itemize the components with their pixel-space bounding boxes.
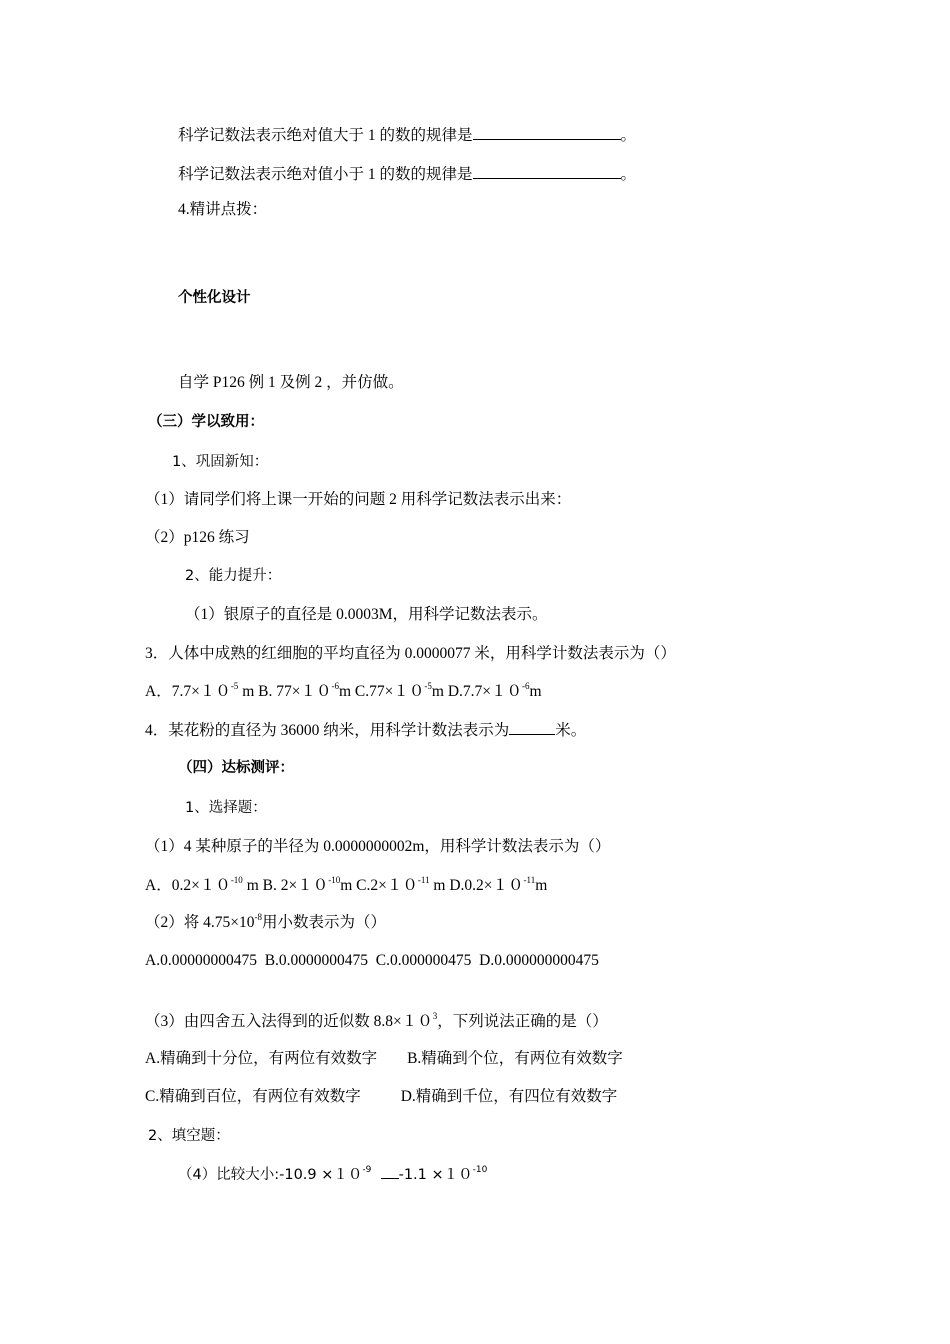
option-d[interactable]: D.0.000000000475 bbox=[479, 952, 599, 969]
silver-question: （1）银原子的直径是 0.0003M，用科学记数法表示。 bbox=[185, 606, 548, 623]
pollen-question: 4．某花粉的直径为 36000 纳米，用科学计数法表示为 米。 bbox=[145, 719, 586, 741]
self-study-text: 自学 P126 例 1 及例 2 ，并仿做。 bbox=[178, 374, 404, 391]
personal-design-heading: 个性化设计 bbox=[178, 290, 251, 306]
option-d[interactable]: D.精确到千位，有四位有效数字 bbox=[400, 1088, 618, 1105]
question-2: （2）p126 练习 bbox=[145, 529, 250, 546]
answer-blank[interactable] bbox=[381, 1163, 399, 1179]
rbc-question: 3．人体中成熟的红细胞的平均直径为 0.0000077 米，用科学计数法表示为（） bbox=[145, 645, 676, 662]
point-heading: 4.精讲点拨： bbox=[178, 201, 268, 218]
option-d[interactable]: $D.0.2\times 10^{-11}m$ bbox=[449, 875, 548, 894]
choice-heading: 1、选择题： bbox=[185, 800, 267, 816]
option-a[interactable]: A.0.00000000475 bbox=[145, 952, 257, 969]
atom-question: （1）4 某种原子的半径为 0.0000000002m，用科学计数法表示为（） bbox=[145, 838, 611, 855]
fill-heading: 2、填空题： bbox=[148, 1128, 230, 1144]
option-b[interactable]: B. $2\times 10^{-10}m$ bbox=[262, 875, 357, 894]
decimal-options bbox=[145, 951, 599, 971]
option-c[interactable]: C.0.000000475 bbox=[375, 952, 472, 969]
section3-heading: （三）学以致用： bbox=[148, 414, 264, 430]
rule-small-line: 科学记数法表示绝对值小于 1 的数的规律是 。 bbox=[178, 163, 636, 185]
atom-options bbox=[145, 876, 547, 896]
consolidate-heading: 1、巩固新知： bbox=[172, 454, 269, 470]
approx-options-row1 bbox=[145, 1049, 623, 1069]
ability-heading: 2、能力提升： bbox=[185, 568, 282, 584]
rbc-options bbox=[145, 682, 542, 702]
option-b[interactable]: B.精确到个位，有两位有效数字 bbox=[407, 1050, 623, 1067]
option-b[interactable]: B.0.0000000475 bbox=[264, 952, 369, 969]
approx-options-row2 bbox=[145, 1087, 617, 1107]
option-b[interactable]: B. $77\times 10^{-6}m$ bbox=[258, 681, 355, 700]
approx-question: （3）由四舍五入法得到的近似数 $8.8\times 10^3$，下列说法正确的是（） bbox=[145, 1011, 608, 1030]
option-c[interactable]: $C.77\times 10^{-5}m$ bbox=[354, 681, 448, 700]
option-a[interactable]: A.精确到十分位，有两位有效数字 bbox=[145, 1050, 378, 1067]
option-a[interactable]: A．$7.7\times 10^{-5}$ m bbox=[145, 681, 259, 700]
answer-blank[interactable] bbox=[473, 163, 621, 179]
compare-question: （4）比较大小:-10.9 $\times 10^{-9}$ $-1.1 \times 10^{-10}$ bbox=[178, 1165, 488, 1183]
answer-blank[interactable] bbox=[509, 719, 555, 735]
answer-blank[interactable] bbox=[473, 124, 621, 140]
question-1: （1）请同学们将上课一开始的问题 2 用科学记数法表示出来： bbox=[145, 491, 572, 508]
decimal-question: （2）将 $4.75\times 10^{-8}$用小数表示为（） bbox=[145, 912, 387, 931]
option-a[interactable]: A．$0.2\times 10^{-10}$ m bbox=[145, 875, 263, 894]
option-c[interactable]: C.精确到百位，有两位有效数字 bbox=[145, 1088, 361, 1105]
option-d[interactable]: $D.7.7\times 10^{-6}m$ bbox=[447, 681, 542, 700]
rule-large-line: 科学记数法表示绝对值大于 1 的数的规律是 。 bbox=[178, 124, 636, 146]
option-c[interactable]: $C.2\times 10^{-11}$ m bbox=[356, 875, 450, 894]
section4-heading: （四）达标测评： bbox=[178, 760, 294, 776]
